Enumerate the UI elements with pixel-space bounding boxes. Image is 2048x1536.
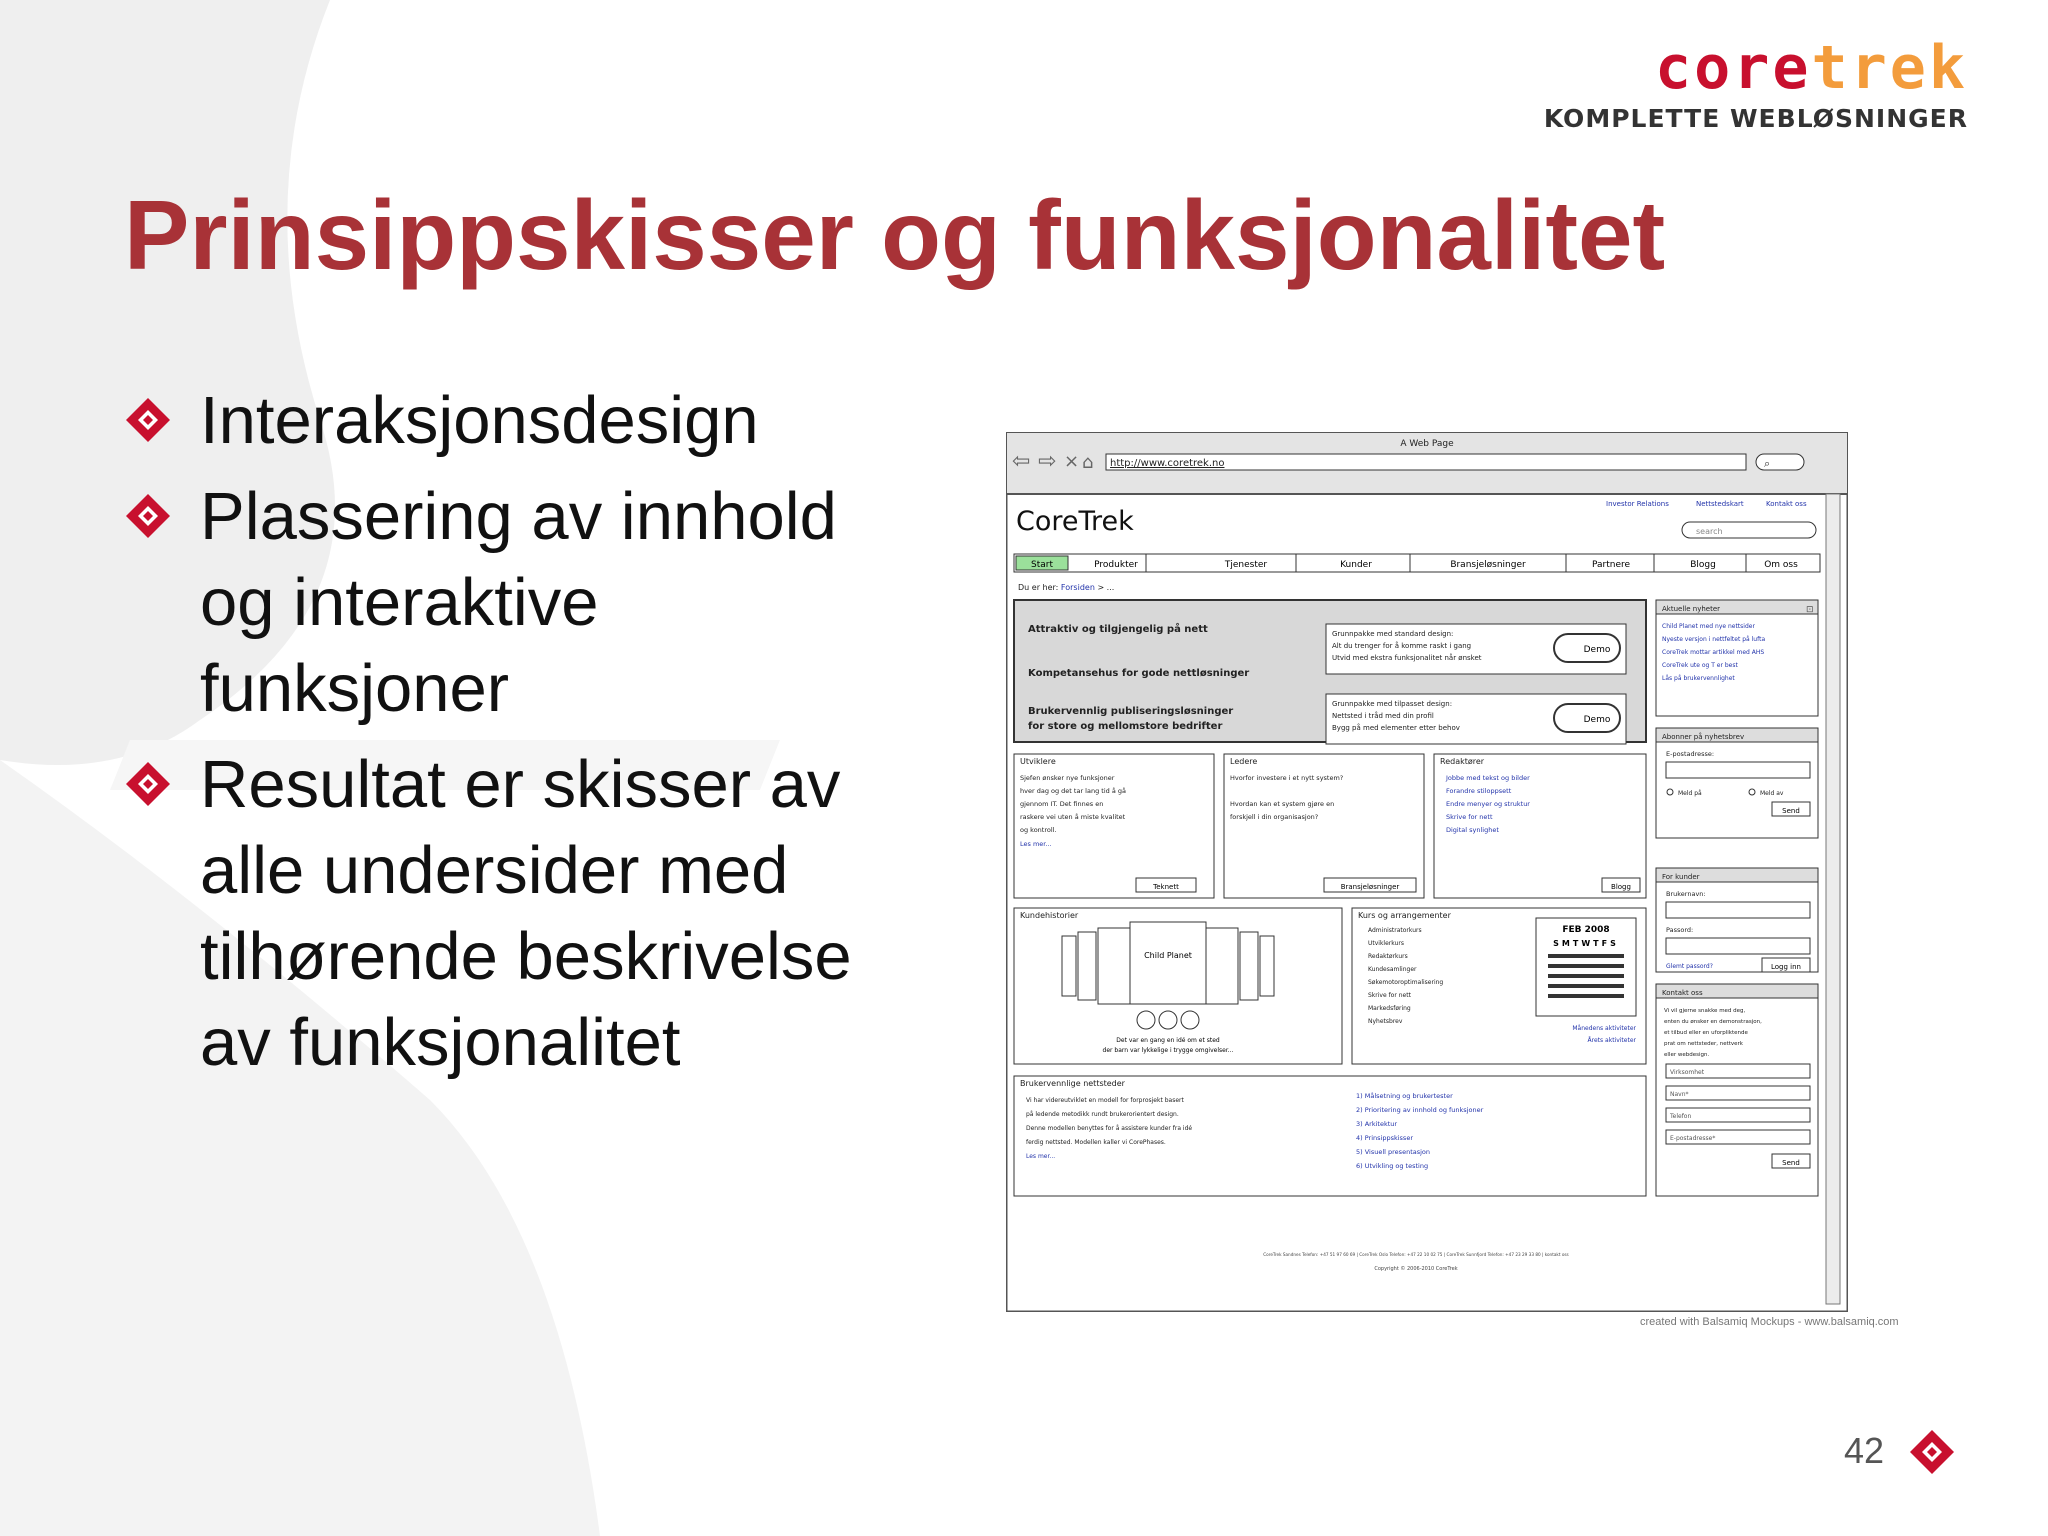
svg-text:ferdig nettsted. Modellen kall: ferdig nettsted. Modellen kaller vi CorePhases. [1026, 1139, 1166, 1146]
svg-text:gjennom IT. Det finnes en: gjennom IT. Det finnes en [1020, 800, 1104, 808]
hero-line: Brukervennlig publiseringsløsninger [1028, 706, 1234, 717]
top-link: Nettstedskart [1696, 500, 1744, 508]
svg-text:E-postadresse*: E-postadresse* [1670, 1135, 1716, 1142]
svg-text:Les mer...: Les mer... [1026, 1153, 1056, 1160]
svg-text:Meld av: Meld av [1760, 790, 1784, 797]
svg-text:Skrive for nett: Skrive for nett [1446, 813, 1493, 821]
mockup-credit: created with Balsamiq Mockups - www.balsamiq.com [1640, 1316, 1899, 1328]
browser-search-icon: ⌕ [1764, 457, 1771, 470]
svg-text:forskjell i din organisasjon?: forskjell i din organisasjon? [1230, 813, 1319, 821]
nav-item: Blogg [1690, 560, 1716, 570]
svg-text:Utviklerkurs: Utviklerkurs [1368, 940, 1404, 947]
svg-text:Grunnpakke med tilpasset desig: Grunnpakke med tilpasset design: [1332, 700, 1453, 708]
svg-text:Vi vil gjerne snakke med deg,: Vi vil gjerne snakke med deg, [1664, 1008, 1746, 1014]
top-link: Investor Relations [1606, 500, 1669, 508]
svg-text:CoreTrek mottar artikkel med A: CoreTrek mottar artikkel med AHS [1662, 649, 1765, 656]
svg-text:CoreTrek Sandnes Telefon: +47: CoreTrek Sandnes Telefon: +47 51 97 60 69 | CoreTrek Oslo Telefon: +47 22 10 02 75 | CoreTrek Sunnfjord Telefon: +47 23 29 33 80 | kontakt oss [1263, 1252, 1569, 1257]
svg-text:raskere vei uten å miste kvali: raskere vei uten å miste kvalitet [1020, 813, 1126, 821]
svg-text:Redaktørkurs: Redaktørkurs [1368, 953, 1408, 960]
svg-text:Kundehistorier: Kundehistorier [1020, 911, 1079, 920]
hero-line: Kompetansehus for gode nettløsninger [1028, 668, 1250, 679]
search-placeholder: search [1696, 527, 1723, 536]
bullet-item [124, 474, 924, 732]
svg-text:der barn var lykkelige i trygg: der barn var lykkelige i trygge omgivelser... [1102, 1047, 1234, 1054]
svg-text:2) Prioritering av innhold og: 2) Prioritering av innhold og funksjoner [1356, 1106, 1484, 1114]
svg-text:Vi har videreutviklet en model: Vi har videreutviklet en modell for forprosjekt basert [1026, 1097, 1184, 1104]
brand-name: CoreTrek [1016, 506, 1134, 537]
svg-text:Administratorkurs: Administratorkurs [1368, 927, 1422, 934]
svg-text:Nyeste versjon i nettfeltet på: Nyeste versjon i nettfeltet på lufta [1662, 636, 1766, 643]
svg-text:E-postadresse:: E-postadresse: [1666, 750, 1715, 758]
nav-item: Tjenester [1224, 560, 1268, 570]
svg-text:Skrive for nett: Skrive for nett [1368, 992, 1411, 999]
bullet-text: Interaksjonsdesign [200, 383, 759, 458]
svg-text:prat om nettsteder, nettverk: prat om nettsteder, nettverk [1664, 1041, 1743, 1047]
nav-item: Produkter [1094, 560, 1138, 570]
svg-text:3) Arkitektur: 3) Arkitektur [1356, 1120, 1398, 1128]
bullet-text: Plassering av innhold og interaktive funksjoner [200, 479, 837, 726]
svg-text:Les mer...: Les mer... [1020, 840, 1052, 848]
svg-text:Utviklere: Utviklere [1020, 757, 1056, 766]
home-icon: ⌂ [1082, 452, 1094, 473]
bullet-text: Resultat er skisser av alle undersider med tilhørende beskrivelse av funksjonalitet [200, 747, 852, 1080]
svg-text:Brukernavn:: Brukernavn: [1666, 890, 1706, 898]
diamond-arrow-icon [124, 396, 172, 444]
svg-text:Logg inn: Logg inn [1771, 963, 1801, 971]
rss-icon: ⊡ [1806, 605, 1814, 615]
svg-text:og kontroll.: og kontroll. [1020, 826, 1057, 834]
url-text: http://www.coretrek.no [1110, 458, 1225, 469]
stop-icon: × [1064, 451, 1080, 472]
svg-text:Brukervennlige nettsteder: Brukervennlige nettsteder [1020, 1079, 1125, 1088]
svg-text:Nyhetsbrev: Nyhetsbrev [1368, 1018, 1403, 1025]
svg-text:eller webdesign.: eller webdesign. [1664, 1052, 1710, 1058]
svg-text:Child Planet med nye nettsider: Child Planet med nye nettsider [1662, 623, 1755, 630]
svg-text:på ledende metodikk rundt bruk: på ledende metodikk rundt brukerorientert design. [1026, 1111, 1179, 1118]
svg-text:Aktuelle nyheter: Aktuelle nyheter [1662, 605, 1721, 613]
svg-text:Virksomhet: Virksomhet [1670, 1069, 1705, 1076]
svg-text:Det var en gang en idé om et s: Det var en gang en idé om et sted [1116, 1037, 1220, 1044]
coretrek-logo [1543, 33, 1968, 133]
wireframe-mockup [1006, 432, 1848, 1312]
hero-line: Attraktiv og tilgjengelig på nett [1028, 624, 1208, 635]
svg-text:Lås på brukervennlighet: Lås på brukervennlighet [1662, 675, 1735, 682]
svg-text:Kurs og arrangementer: Kurs og arrangementer [1358, 911, 1451, 920]
svg-text:Markedsføring: Markedsføring [1368, 1005, 1411, 1012]
diamond-arrow-icon [124, 760, 172, 808]
diamond-arrow-icon [124, 492, 172, 540]
svg-text:hver dag og det tar lang tid å: hver dag og det tar lang tid å gå [1020, 787, 1126, 795]
svg-text:Demo: Demo [1583, 645, 1611, 655]
svg-text:enten du ønsker en demonstrasj: enten du ønsker en demonstrasjon, [1664, 1019, 1762, 1025]
svg-text:Endre menyer og struktur: Endre menyer og struktur [1446, 800, 1530, 808]
svg-text:Send: Send [1782, 807, 1800, 815]
svg-text:Bygg på med elementer etter be: Bygg på med elementer etter behov [1332, 724, 1460, 732]
svg-text:Jobbe med tekst og bilder: Jobbe med tekst og bilder [1446, 774, 1530, 782]
forward-icon: ⇨ [1038, 449, 1057, 474]
hero-line: for store og mellomstore bedrifter [1028, 721, 1223, 732]
bullet-item [124, 378, 924, 464]
svg-text:Send: Send [1782, 1159, 1800, 1167]
slide-title: Prinsippskisser og funksjonalitet [124, 180, 1666, 290]
svg-text:Utvid med ekstra funksjonalite: Utvid med ekstra funksjonalitet når ønsket [1332, 654, 1482, 662]
svg-text:Du er her: Forsiden > ...: Du er her: Forsiden > ... [1018, 583, 1115, 592]
svg-text:Søkemotoroptimalisering: Søkemotoroptimalisering [1368, 979, 1444, 986]
logo-tagline: KOMPLETTE WEBLØSNINGER [1543, 104, 1968, 133]
top-link: Kontakt oss [1766, 500, 1807, 508]
svg-text:Kontakt oss: Kontakt oss [1662, 989, 1703, 997]
svg-text:Alt du trenger for å komme ras: Alt du trenger for å komme raskt i gang [1332, 642, 1472, 650]
svg-text:SMTWTFS: SMTWTFS [1553, 939, 1619, 948]
nav-item: Partnere [1591, 560, 1631, 570]
svg-text:Demo: Demo [1583, 715, 1611, 725]
bullet-list [124, 378, 924, 1096]
svg-text:Glemt passord?: Glemt passord? [1666, 963, 1713, 970]
svg-text:Hvorfor investere i et nytt sy: Hvorfor investere i et nytt system? [1230, 774, 1344, 782]
svg-text:Nettsted i tråd med din profil: Nettsted i tråd med din profil [1332, 712, 1434, 720]
breadcrumb-link: Forsiden [1060, 583, 1095, 592]
svg-text:et tilbud eller en uforplikten: et tilbud eller en uforpliktende [1664, 1030, 1748, 1036]
svg-text:Redaktører: Redaktører [1440, 757, 1485, 766]
svg-text:Telefon: Telefon [1670, 1113, 1692, 1120]
breadcrumb-prefix: Du er her: [1018, 583, 1059, 592]
svg-text:Hvordan kan et system gjøre en: Hvordan kan et system gjøre en [1230, 800, 1335, 808]
svg-text:Blogg: Blogg [1611, 883, 1631, 891]
svg-text:Årets aktiviteter: Årets aktiviteter [1587, 1037, 1636, 1044]
svg-text:Denne modellen benyttes for å: Denne modellen benyttes for å assistere kunder fra idé [1026, 1125, 1193, 1132]
svg-text:Bransjeløsninger: Bransjeløsninger [1340, 883, 1400, 891]
svg-text:Passord:: Passord: [1666, 926, 1694, 934]
svg-text:Abonner på nyhetsbrev: Abonner på nyhetsbrev [1662, 733, 1745, 741]
svg-text:Child Planet: Child Planet [1144, 951, 1192, 960]
svg-text:Teknett: Teknett [1153, 883, 1179, 891]
svg-text:6) Utvikling og testing: 6) Utvikling og testing [1356, 1162, 1429, 1170]
svg-text:Digital synlighet: Digital synlighet [1446, 826, 1499, 834]
svg-text:Copyright © 2006-2010 CoreTrek: Copyright © 2006-2010 CoreTrek [1374, 1266, 1458, 1272]
nav-item: Start [1031, 560, 1053, 570]
svg-text:FEB 2008: FEB 2008 [1562, 925, 1610, 935]
svg-text:Sjefen ønsker nye funksjoner: Sjefen ønsker nye funksjoner [1020, 774, 1115, 782]
diamond-arrow-icon [1908, 1428, 1956, 1476]
svg-text:5) Visuell presentasjon: 5) Visuell presentasjon [1356, 1148, 1431, 1156]
svg-text:4) Prinsippskisser: 4) Prinsippskisser [1356, 1134, 1413, 1142]
nav-item: Kunder [1340, 560, 1372, 570]
window-title: A Web Page [1400, 439, 1454, 449]
svg-text:CoreTrek ute og T er best: CoreTrek ute og T er best [1662, 662, 1738, 669]
svg-text:Ledere: Ledere [1230, 757, 1258, 766]
back-icon: ⇦ [1012, 449, 1031, 474]
nav-item: Bransjeløsninger [1450, 560, 1526, 570]
page-number: 42 [1844, 1430, 1885, 1471]
svg-text:Forandre stiloppsett: Forandre stiloppsett [1446, 787, 1512, 795]
svg-text:Månedens aktiviteter: Månedens aktiviteter [1572, 1025, 1636, 1032]
svg-text:Navn*: Navn* [1670, 1091, 1689, 1098]
svg-text:Kundesamlinger: Kundesamlinger [1368, 966, 1417, 973]
nav-item: Om oss [1764, 560, 1798, 570]
bullet-item [124, 742, 924, 1086]
svg-text:1) Målsetning og brukertester: 1) Målsetning og brukertester [1356, 1092, 1453, 1100]
logo-wordmark: coretrek [1655, 33, 1968, 103]
svg-text:Meld på: Meld på [1678, 790, 1702, 797]
svg-text:Grunnpakke med standard design: Grunnpakke med standard design: [1332, 630, 1454, 638]
svg-text:For kunder: For kunder [1662, 873, 1700, 881]
